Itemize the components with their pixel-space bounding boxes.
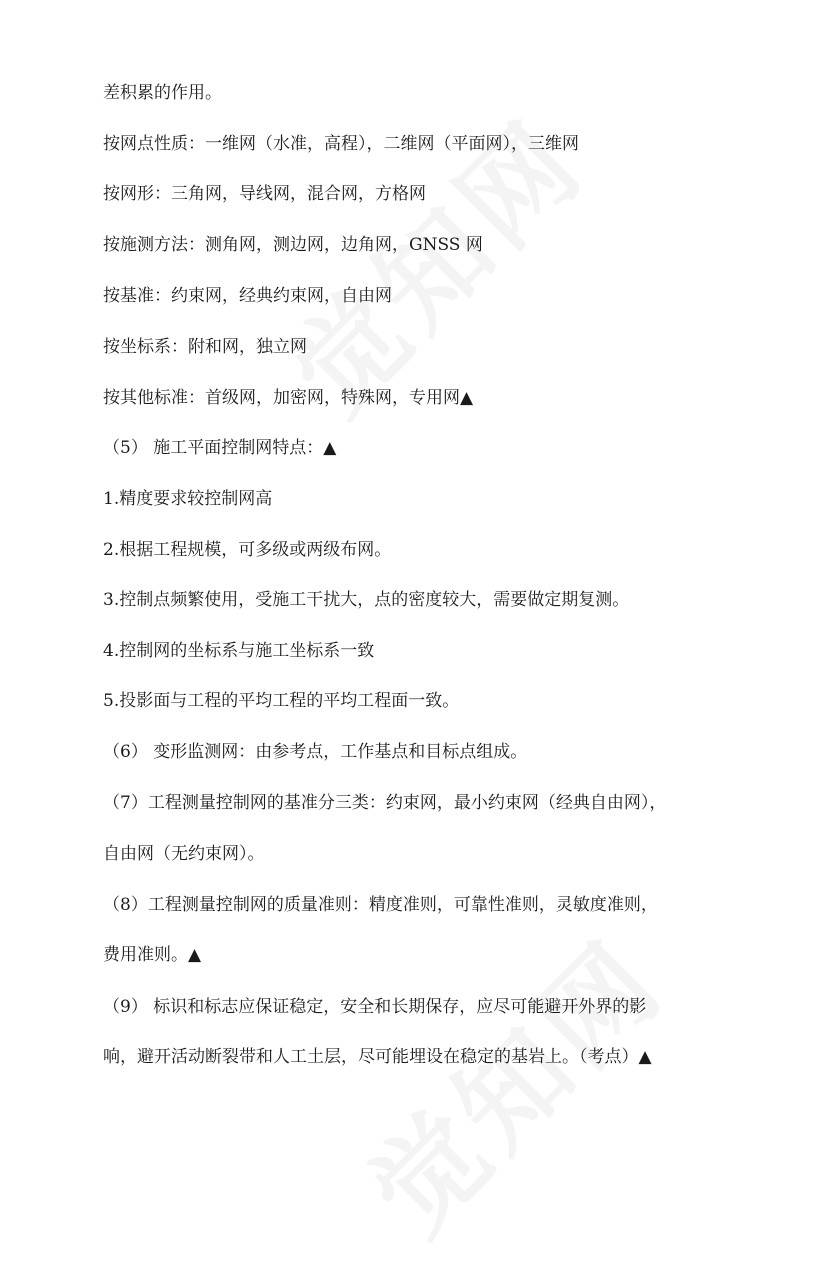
- text-line: 按施测方法：测角网，测边网，边角网，GNSS 网: [103, 235, 483, 255]
- section-heading: （5） 施工平面控制网特点：▲: [103, 438, 337, 458]
- list-item: 3.控制点频繁使用，受施工干扰大，点的密度较大，需要做定期复测。: [103, 590, 630, 610]
- list-item: 2.根据工程规模，可多级或两级布网。: [103, 540, 392, 560]
- text-line: 按网点性质：一维网（水准，高程），二维网（平面网），三维网: [103, 134, 579, 154]
- text-line: 按基准：约束网，经典约束网，自由网: [103, 286, 392, 306]
- text-line: 自由网（无约束网）。: [103, 844, 265, 864]
- text-line: 按其他标准：首级网，加密网，特殊网，专用网▲: [103, 388, 474, 408]
- section-heading: （7）工程测量控制网的基准分三类：约束网，最小约束网（经典自由网），: [103, 793, 667, 813]
- text-line: 费用准则。▲: [103, 945, 202, 965]
- section-heading: （6） 变形监测网：由参考点，工作基点和目标点组成。: [103, 742, 528, 762]
- text-line: 按坐标系：附和网，独立网: [103, 337, 307, 357]
- list-item: 1.精度要求较控制网高: [103, 489, 273, 509]
- section-heading: （8）工程测量控制网的质量准则：精度准则，可靠性准则，灵敏度准则，: [103, 895, 658, 915]
- section-heading: （9） 标识和标志应保证稳定，安全和长期保存，应尽可能避开外界的影: [103, 997, 647, 1017]
- text-line: 按网形：三角网，导线网，混合网，方格网: [103, 184, 426, 204]
- list-item: 4.控制网的坐标系与施工坐标系一致: [103, 641, 375, 661]
- text-line: 差积累的作用。: [103, 83, 222, 103]
- list-item: 5.投影面与工程的平均工程的平均工程面一致。: [103, 691, 460, 711]
- text-line: 响，避开活动断裂带和人工土层，尽可能埋设在稳定的基岩上。（考点）▲: [103, 1047, 652, 1067]
